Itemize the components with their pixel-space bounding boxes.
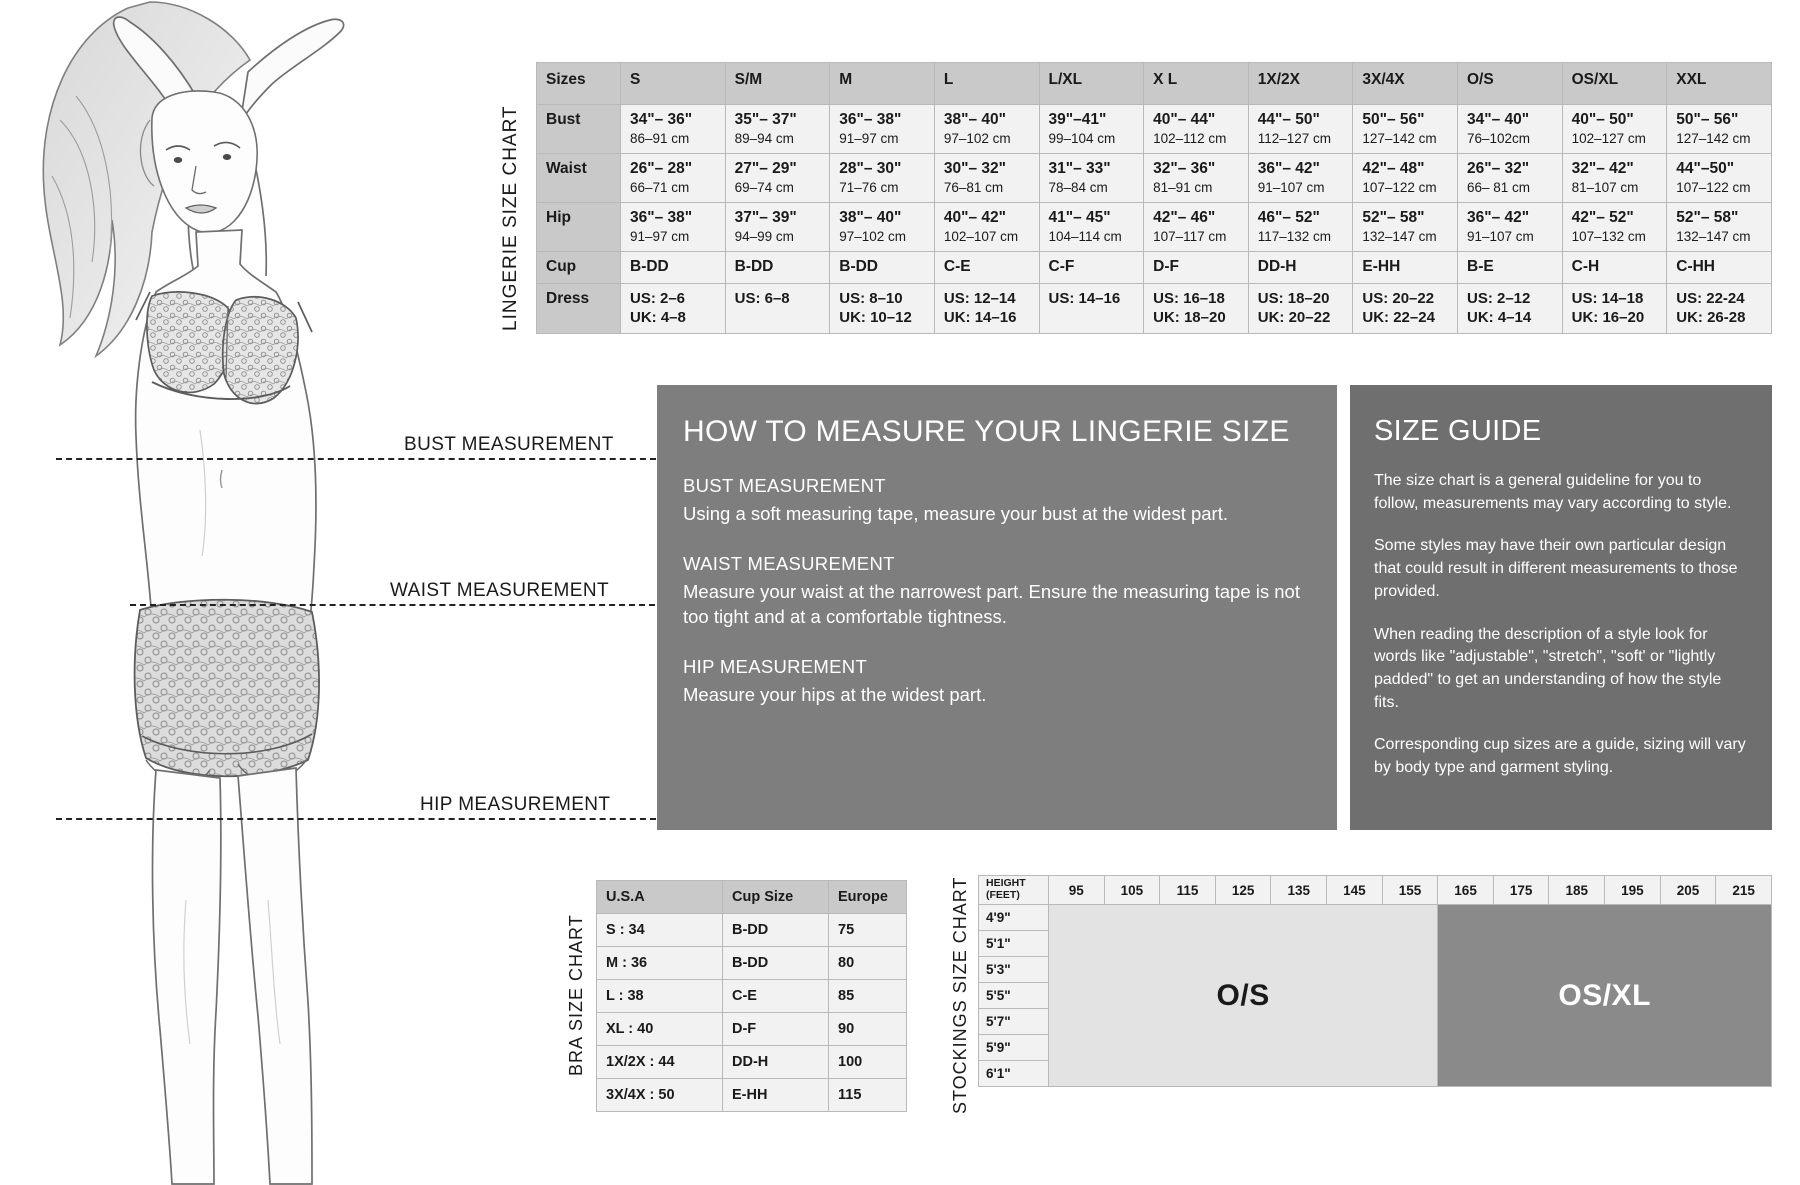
lingerie-cell-primary: 44"– 50" (1257, 111, 1320, 128)
lingerie-cell (1667, 252, 1772, 284)
lingerie-cell-primary: 46"– 52" (1257, 209, 1320, 226)
bra-table-cell: 115 (829, 1079, 907, 1112)
lingerie-cell-primary: B-DD (630, 258, 669, 275)
lingerie-cell (1562, 203, 1667, 252)
lingerie-cell-primary: 36"– 38" (839, 111, 902, 128)
lingerie-header-sizes: Sizes (537, 63, 621, 105)
bra-table-cell: 100 (829, 1046, 907, 1079)
lingerie-cell (1458, 284, 1563, 334)
stockings-height-label: 6'1" (979, 1061, 1049, 1087)
lingerie-cell (1458, 105, 1563, 154)
lingerie-cell (1144, 154, 1249, 203)
lingerie-cell-primary: 30"– 32" (943, 160, 1006, 177)
bra-table-cell: 75 (829, 914, 907, 947)
lingerie-cell-primary: 42"– 52" (1571, 209, 1634, 226)
lingerie-chart-vertical-label: LINGERIE SIZE CHART (500, 105, 521, 332)
howto-section-waist (683, 553, 1311, 630)
lingerie-cell-primary: 38"– 40" (943, 111, 1006, 128)
lingerie-cell (1667, 154, 1772, 203)
stockings-weight-header: 215 (1716, 876, 1772, 905)
lingerie-cell-secondary: 81–107 cm (1571, 180, 1639, 195)
lingerie-cell-secondary: 71–76 cm (839, 180, 899, 195)
lingerie-cell-secondary: UK: 4–8 (630, 309, 686, 326)
lingerie-cell (621, 252, 726, 284)
lingerie-cell-secondary: 132–147 cm (1362, 229, 1437, 244)
lingerie-cell (830, 203, 935, 252)
hip-callout-line (56, 818, 656, 820)
lingerie-cell-primary: B-DD (839, 258, 878, 275)
lingerie-cell-secondary: 104–114 cm (1048, 229, 1122, 244)
lingerie-cell-secondary: 99–104 cm (1048, 131, 1116, 146)
bra-table-cell: XL : 40 (597, 1013, 723, 1046)
hip-callout-label: HIP MEASUREMENT (420, 794, 611, 815)
size-guide-title: SIZE GUIDE (1374, 415, 1542, 447)
lingerie-row-label: Cup (537, 252, 621, 284)
lingerie-cell-primary: 52"– 58" (1362, 209, 1425, 226)
lingerie-cell (621, 203, 726, 252)
lingerie-cell-primary: 39"–41" (1048, 111, 1107, 128)
bra-table-cell: 80 (829, 947, 907, 980)
lingerie-cell-primary: 44"–50" (1676, 160, 1735, 177)
size-guide-paragraph-1: The size chart is a general guideline for you to follow, measurements may vary according to style. (1374, 472, 1732, 512)
stockings-size-table (978, 875, 1772, 1087)
bra-table-cell: B-DD (723, 914, 829, 947)
lingerie-cell-primary: C-HH (1676, 258, 1715, 275)
bra-table-row (597, 947, 907, 980)
bra-table-row (597, 1046, 907, 1079)
lingerie-cell-secondary: 66–71 cm (630, 180, 690, 195)
size-guide-paragraph-4: Corresponding cup sizes are a guide, sizing will vary by body type and garment styling. (1374, 736, 1746, 777)
howto-section-hip (683, 656, 1311, 708)
stockings-height-label: 5'7" (979, 1009, 1049, 1035)
lingerie-cell-secondary: 76–81 cm (943, 180, 1004, 195)
lingerie-cell (1458, 154, 1563, 203)
stockings-height-label: 5'9" (979, 1035, 1049, 1061)
size-guide-paragraph-2: Some styles may have their own particular design that could result in different measurements to those provided. (1374, 537, 1738, 600)
lingerie-cell (1562, 284, 1667, 334)
stockings-weight-header: 125 (1215, 876, 1271, 905)
lingerie-cell (1144, 203, 1249, 252)
lingerie-header-row (537, 63, 1772, 105)
lingerie-cell (1353, 284, 1458, 334)
lingerie-cell (934, 284, 1039, 334)
lingerie-cell-primary: 36"– 38" (630, 209, 693, 226)
waist-callout-label: WAIST MEASUREMENT (390, 580, 609, 601)
lingerie-row (537, 154, 1772, 203)
lingerie-cell (725, 154, 830, 203)
size-guide-panel (1350, 385, 1772, 830)
lingerie-cell (1039, 284, 1144, 334)
lingerie-cell-secondary: 81–91 cm (1153, 180, 1213, 195)
lingerie-header-3x4x: 3X/4X (1353, 63, 1458, 105)
lingerie-cell-primary: C-F (1048, 258, 1075, 275)
lingerie-cell-primary: 38"– 40" (839, 209, 902, 226)
lingerie-cell-primary: 31"– 33" (1048, 160, 1111, 177)
lingerie-cell (1039, 105, 1144, 154)
howto-waist-heading: WAIST MEASUREMENT (683, 552, 895, 574)
howto-section-bust (683, 475, 1311, 527)
lingerie-row (537, 203, 1772, 252)
lingerie-cell-primary: 40"– 42" (943, 209, 1006, 226)
lingerie-cell (830, 284, 935, 334)
lingerie-cell-secondary: 107–122 cm (1676, 180, 1751, 195)
lingerie-cell (830, 105, 935, 154)
lingerie-cell (621, 284, 726, 334)
lingerie-cell-secondary: 107–117 cm (1153, 229, 1227, 244)
lingerie-cell-primary: 26"– 28" (630, 160, 693, 177)
lingerie-cell-secondary: 97–102 cm (943, 131, 1011, 146)
stockings-chart-vertical-label: STOCKINGS SIZE CHART (950, 876, 970, 1114)
bra-table-cell: 90 (829, 1013, 907, 1046)
lingerie-row-label: Bust (537, 105, 621, 154)
lingerie-cell-secondary: 89–94 cm (734, 131, 794, 146)
lingerie-cell-primary: 41"– 45" (1048, 209, 1111, 226)
lingerie-cell-primary: US: 12–14 (943, 290, 1016, 307)
stockings-weight-header: 195 (1605, 876, 1661, 905)
lingerie-cell-secondary: UK: 22–24 (1362, 309, 1435, 326)
lingerie-cell (1144, 284, 1249, 334)
lingerie-header-os: O/S (1458, 63, 1563, 105)
lingerie-cell-secondary: 69–74 cm (734, 180, 794, 195)
lingerie-cell-primary: 42"– 48" (1362, 160, 1425, 177)
lingerie-cell (1039, 252, 1144, 284)
lingerie-cell-secondary: 91–107 cm (1257, 180, 1325, 195)
lingerie-cell-secondary: UK: 26-28 (1676, 309, 1746, 326)
lingerie-cell (725, 203, 830, 252)
howto-hip-heading: HIP MEASUREMENT (683, 655, 868, 677)
lingerie-cell-secondary: 132–147 cm (1676, 229, 1751, 244)
lingerie-cell-primary: B-E (1467, 258, 1494, 275)
lingerie-header-osxl: OS/XL (1562, 63, 1667, 105)
size-guide-paragraph-3: When reading the description of a style look for words like "adjustable", "stretch", "soft' or "lightly padded" to get an understanding of how the style fits. (1374, 625, 1722, 711)
waist-callout-line (130, 604, 655, 606)
lingerie-row (537, 252, 1772, 284)
lingerie-cell (1039, 154, 1144, 203)
lingerie-cell (1458, 203, 1563, 252)
bra-table-cell: 85 (829, 980, 907, 1013)
bra-header-cup: Cup Size (723, 881, 829, 914)
lingerie-cell (1039, 203, 1144, 252)
lingerie-cell-secondary: 76–102cm (1467, 131, 1531, 146)
lingerie-cell-secondary: UK: 4–14 (1467, 309, 1532, 326)
bra-table-row (597, 1013, 907, 1046)
bra-table-cell: 1X/2X : 44 (597, 1046, 723, 1079)
howto-hip-body: Measure your hips at the widest part. (683, 683, 987, 705)
bra-table-cell: D-F (723, 1013, 829, 1046)
stockings-weight-header: 165 (1438, 876, 1494, 905)
lingerie-cell-secondary: UK: 10–12 (839, 309, 912, 326)
lingerie-cell (1562, 105, 1667, 154)
stockings-height-label: 5'1" (979, 931, 1049, 957)
lingerie-row (537, 105, 1772, 154)
how-to-measure-title: HOW TO MEASURE YOUR LINGERIE SIZE (683, 415, 1290, 448)
lingerie-cell-primary: 35"– 37" (734, 111, 797, 128)
bra-table-row (597, 914, 907, 947)
lingerie-cell-primary: US: 8–10 (839, 290, 903, 307)
lingerie-header-s: S (621, 63, 726, 105)
bra-table-row (597, 980, 907, 1013)
bust-callout-line (56, 458, 656, 460)
stockings-weight-header: 155 (1382, 876, 1438, 905)
lingerie-cell-secondary: 66– 81 cm (1467, 180, 1531, 195)
lingerie-cell (1248, 284, 1353, 334)
lingerie-cell-primary: 34"– 40" (1467, 111, 1530, 128)
lingerie-cell-primary: 40"– 50" (1571, 111, 1634, 128)
lingerie-cell-secondary: 91–107 cm (1467, 229, 1534, 244)
lingerie-cell-secondary: 94–99 cm (734, 229, 794, 244)
lingerie-cell (830, 252, 935, 284)
lingerie-cell (1667, 284, 1772, 334)
lingerie-cell (1562, 154, 1667, 203)
bust-callout-label: BUST MEASUREMENT (404, 434, 614, 455)
lingerie-cell-primary: 36"– 42" (1257, 160, 1320, 177)
lingerie-cell-primary: 27"– 29" (734, 160, 797, 177)
howto-waist-body: Measure your waist at the narrowest part. Ensure the measuring tape is not too tight and at a comfortable tightness. (683, 580, 1300, 628)
lingerie-cell-primary: 37"– 39" (734, 209, 797, 226)
lingerie-size-table (536, 62, 1772, 334)
stockings-weight-header: 105 (1104, 876, 1160, 905)
lingerie-cell (725, 284, 830, 334)
lingerie-cell (934, 154, 1039, 203)
lingerie-cell-secondary: 91–97 cm (839, 131, 899, 146)
bra-table-cell: B-DD (723, 947, 829, 980)
lingerie-cell-secondary: 102–127 cm (1571, 131, 1646, 146)
howto-bust-body: Using a soft measuring tape, measure your bust at the widest part. (683, 503, 1229, 524)
bra-chart-vertical-label: BRA SIZE CHART (566, 914, 586, 1076)
stockings-corner-line2: (FEET) (986, 889, 1020, 901)
lingerie-cell-secondary: UK: 18–20 (1153, 309, 1226, 326)
lingerie-cell (1144, 105, 1249, 154)
lingerie-cell (1353, 252, 1458, 284)
lingerie-cell-secondary: 78–84 cm (1048, 180, 1108, 195)
lingerie-cell-secondary: UK: 16–20 (1571, 309, 1645, 326)
lingerie-cell-secondary: 107–122 cm (1362, 180, 1437, 195)
stockings-weight-header: 205 (1660, 876, 1716, 905)
lingerie-cell-secondary: 102–112 cm (1153, 131, 1227, 146)
lingerie-header-sm: S/M (725, 63, 830, 105)
lingerie-cell-primary: C-E (943, 258, 971, 275)
lingerie-header-xxl: XXL (1667, 63, 1772, 105)
lingerie-cell-secondary: UK: 20–22 (1257, 309, 1331, 326)
lingerie-cell-secondary: 112–127 cm (1257, 131, 1332, 146)
bra-header-usa: U.S.A (597, 881, 723, 914)
stockings-height-label: 5'3" (979, 957, 1049, 983)
stockings-weight-header: 115 (1160, 876, 1216, 905)
lingerie-cell (621, 105, 726, 154)
lingerie-cell (725, 252, 830, 284)
stockings-header-row (979, 876, 1772, 905)
stockings-corner-line1: HEIGHT (986, 877, 1026, 890)
lingerie-cell (934, 252, 1039, 284)
stockings-weight-header: 135 (1271, 876, 1327, 905)
bra-table-cell: S : 34 (597, 914, 723, 947)
bra-header-row (597, 881, 907, 914)
lingerie-row-label: Hip (537, 203, 621, 252)
stockings-height-label: 4'9" (979, 905, 1049, 931)
lingerie-cell (1562, 252, 1667, 284)
lingerie-cell (934, 105, 1039, 154)
lingerie-cell-primary: US: 2–12 (1467, 290, 1531, 307)
lingerie-cell-secondary: UK: 14–16 (943, 309, 1017, 326)
lingerie-cell (725, 105, 830, 154)
lingerie-cell-primary: 40"– 44" (1153, 111, 1216, 128)
lingerie-cell-primary: B-DD (734, 258, 774, 275)
stockings-chart-wrap (978, 875, 1772, 1087)
lingerie-cell (621, 154, 726, 203)
lingerie-cell-primary: US: 22-24 (1676, 290, 1745, 307)
lingerie-cell-secondary: 127–142 cm (1362, 131, 1437, 146)
stockings-table-row (979, 905, 1772, 931)
lingerie-row (537, 284, 1772, 334)
lingerie-cell (1353, 105, 1458, 154)
lingerie-cell-secondary: 117–132 cm (1257, 229, 1332, 244)
lingerie-header-xl: X L (1144, 63, 1249, 105)
lingerie-cell-primary: 50"– 56" (1676, 111, 1739, 128)
lingerie-cell (1248, 203, 1353, 252)
stockings-weight-header: 185 (1549, 876, 1605, 905)
lingerie-cell-primary: US: 6–8 (734, 290, 790, 307)
lingerie-cell-primary: E-HH (1362, 258, 1401, 275)
lingerie-cell (1353, 154, 1458, 203)
lingerie-cell-primary: C-H (1571, 258, 1600, 275)
lingerie-cell (1248, 252, 1353, 284)
lingerie-cell (1248, 154, 1353, 203)
lingerie-cell-primary: US: 14–18 (1571, 290, 1644, 307)
lingerie-cell-primary: DD-H (1257, 258, 1297, 275)
lingerie-row-label: Dress (537, 284, 621, 334)
bra-table-cell: E-HH (723, 1079, 829, 1112)
lingerie-cell-primary: 34"– 36" (630, 111, 693, 128)
lingerie-row-label: Waist (537, 154, 621, 203)
bra-table-cell: C-E (723, 980, 829, 1013)
lingerie-cell-primary: US: 16–18 (1153, 290, 1225, 307)
lingerie-cell (1248, 105, 1353, 154)
stockings-weight-header: 175 (1493, 876, 1549, 905)
lingerie-cell-primary: 50"– 56" (1362, 111, 1425, 128)
lingerie-cell (934, 203, 1039, 252)
stockings-weight-header: 145 (1327, 876, 1383, 905)
lingerie-cell (1458, 252, 1563, 284)
lingerie-cell-primary: US: 18–20 (1257, 290, 1330, 307)
lingerie-cell-secondary: 86–91 cm (630, 131, 690, 146)
lingerie-cell-primary: D-F (1153, 258, 1179, 275)
lingerie-cell-secondary: 127–142 cm (1676, 131, 1751, 146)
lingerie-cell-primary: 36"– 42" (1467, 209, 1530, 226)
stockings-weight-header: 95 (1049, 876, 1105, 905)
lingerie-cell-primary: US: 14–16 (1048, 290, 1121, 307)
bra-table-cell: 3X/4X : 50 (597, 1079, 723, 1112)
lingerie-cell-primary: 26"– 32" (1467, 160, 1530, 177)
lingerie-cell-secondary: 102–107 cm (943, 229, 1019, 244)
stockings-zone-os: O/S (1049, 905, 1438, 1087)
bra-size-table (596, 880, 907, 1112)
lingerie-cell (830, 154, 935, 203)
how-to-measure-panel (657, 385, 1337, 830)
bra-table-row (597, 1079, 907, 1112)
lingerie-cell (1667, 105, 1772, 154)
lingerie-cell-secondary: 91–97 cm (630, 229, 690, 244)
howto-bust-heading: BUST MEASUREMENT (683, 475, 886, 496)
bra-header-europe: Europe (829, 881, 907, 914)
lingerie-cell (1144, 252, 1249, 284)
lingerie-header-l: L (934, 63, 1039, 105)
lingerie-header-m: M (830, 63, 935, 105)
bra-table-cell: M : 36 (597, 947, 723, 980)
lingerie-cell (1353, 203, 1458, 252)
stockings-zone-osxl: OS/XL (1438, 905, 1772, 1087)
stockings-corner-label (979, 876, 1049, 905)
lingerie-header-1x2x: 1X/2X (1248, 63, 1353, 105)
lingerie-header-lxl: L/XL (1039, 63, 1144, 105)
bra-table-cell: L : 38 (597, 980, 723, 1013)
stockings-height-label: 5'5" (979, 983, 1049, 1009)
lingerie-cell-primary: 52"– 58" (1676, 209, 1739, 226)
lingerie-cell-primary: 32"– 42" (1571, 160, 1634, 177)
lingerie-cell-primary: US: 2–6 (630, 290, 686, 307)
bra-table-cell: DD-H (723, 1046, 829, 1079)
lingerie-cell-secondary: 107–132 cm (1571, 229, 1646, 244)
lingerie-cell-primary: 32"– 36" (1153, 160, 1216, 177)
lingerie-cell-primary: 42"– 46" (1153, 209, 1216, 226)
lingerie-cell-primary: US: 20–22 (1362, 290, 1435, 307)
lingerie-cell-primary: 28"– 30" (839, 160, 902, 177)
lingerie-cell-secondary: 97–102 cm (839, 229, 907, 244)
lingerie-cell (1667, 203, 1772, 252)
